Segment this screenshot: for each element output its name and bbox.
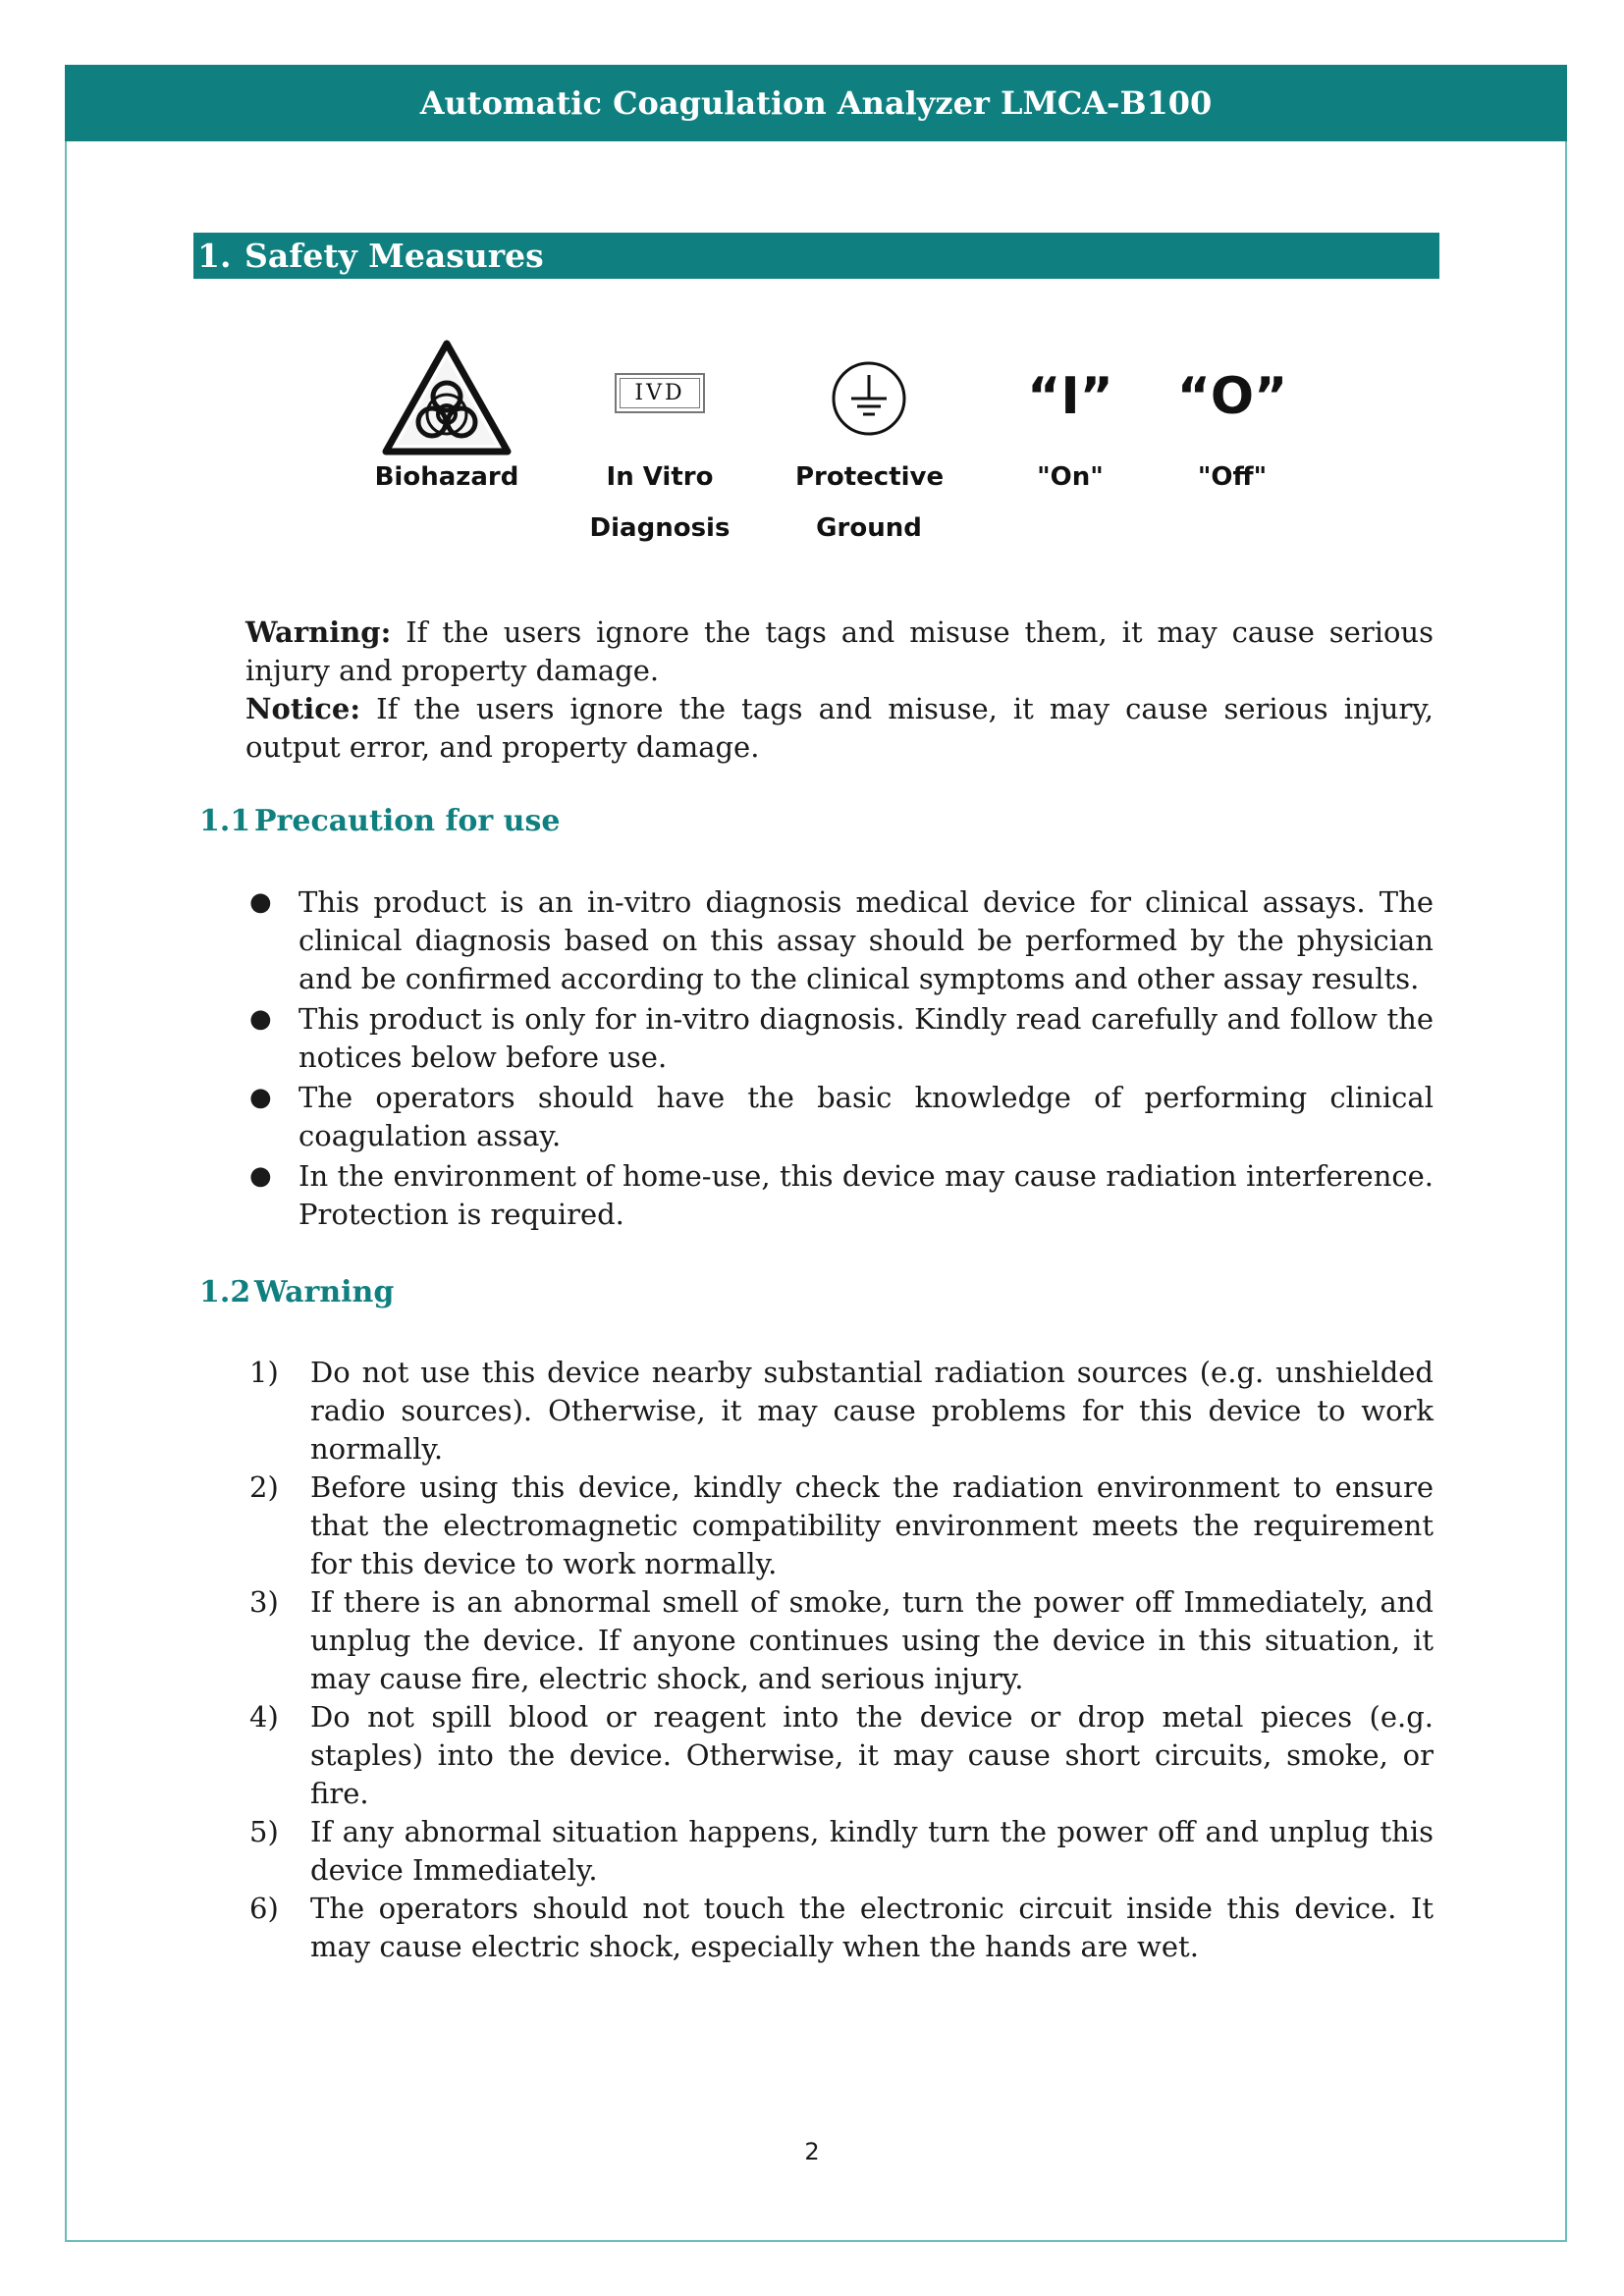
notice-label: Notice:	[245, 692, 361, 725]
list-item	[245, 883, 1434, 998]
safety-symbols	[373, 344, 1296, 569]
list-item-text: Do not use this device nearby substantial radiation sources (e.g. unshielded radio sources). Otherwise, it may cause problems for this device to work normally.	[310, 1356, 1434, 1466]
section-title: Safety Measures	[244, 237, 544, 275]
list-item-text: Do not spill blood or reagent into the device or drop metal pieces (e.g. staples) into the device. Otherwise, it may cause short circuits, smoke, or fire.	[310, 1700, 1434, 1810]
list-item-text: In the environment of home-use, this device may cause radiation interference. Protection is required.	[298, 1159, 1434, 1231]
list-item-text: Before using this device, kindly check the radiation environment to ensure that the electromagnetic compatibility environment meets the requirement for this device to work normally.	[310, 1470, 1434, 1580]
warning-label: Warning:	[245, 615, 392, 649]
item-number: 2)	[249, 1470, 279, 1504]
subsection-title: Warning	[254, 1275, 395, 1309]
bullet-icon: ●	[249, 1083, 272, 1112]
symbol-label-line2: Ground	[816, 513, 922, 543]
list-item	[249, 1698, 1434, 1813]
section-heading	[193, 233, 1439, 279]
ivd-icon	[552, 344, 768, 452]
symbol-label: In Vitro Diagnosis	[589, 462, 731, 543]
symbol-label: "Off"	[1197, 462, 1268, 492]
symbol-protective-ground	[795, 344, 943, 554]
protective-ground-icon	[795, 344, 943, 452]
ivd-glyph: IVD	[620, 378, 699, 408]
subsection-heading-precaution	[199, 804, 560, 838]
symbol-off	[1168, 344, 1296, 503]
warning-list	[249, 1354, 1434, 1966]
notice-paragraph	[245, 690, 1434, 767]
document-title: Automatic Coagulation Analyzer LMCA-B100	[65, 65, 1567, 141]
list-item	[245, 1079, 1434, 1155]
symbol-biohazard	[373, 344, 520, 503]
list-item-text: This product is an in-vitro diagnosis medical device for clinical assays. The clinical diagnosis based on this assay should be performed by the physician and be confirmed according to the clinical symptoms and other assay results.	[298, 885, 1434, 995]
list-item-text: If there is an abnormal smell of smoke, turn the power off Immediately, and unplug the device. If anyone continues using the device in this situation, it may cause fire, electric shock, and serious injury.	[310, 1585, 1434, 1695]
page-number: 2	[804, 2138, 820, 2165]
item-number: 3)	[249, 1585, 279, 1619]
symbol-on	[1011, 344, 1129, 503]
off-glyph: “O”	[1176, 367, 1288, 426]
notice-text: If the users ignore the tags and misuse, it may cause serious injury, output error, and property damage.	[245, 692, 1434, 764]
power-on-icon	[1011, 344, 1129, 452]
subsection-number: 1.1	[199, 804, 251, 838]
subsection-title: Precaution for use	[254, 804, 561, 838]
list-item	[249, 1890, 1434, 1966]
warning-paragraph	[245, 614, 1434, 690]
symbol-ivd	[552, 344, 768, 554]
bullet-icon: ●	[249, 1161, 272, 1191]
on-glyph: “I”	[1027, 367, 1113, 426]
symbol-label: Protective	[795, 462, 945, 492]
list-item	[245, 1157, 1434, 1234]
item-number: 4)	[249, 1700, 279, 1734]
list-item	[249, 1813, 1434, 1890]
biohazard-icon	[373, 344, 520, 452]
list-item	[249, 1468, 1434, 1583]
list-item-text: If any abnormal situation happens, kindly turn the power off and unplug this device Immediately.	[310, 1815, 1434, 1887]
item-number: 6)	[249, 1892, 279, 1925]
item-number: 5)	[249, 1815, 279, 1848]
list-item-text: The operators should not touch the electronic circuit inside this device. It may cause electric shock, especially when the hands are wet.	[310, 1892, 1434, 1963]
list-item	[245, 1000, 1434, 1077]
subsection-number: 1.2	[199, 1275, 251, 1309]
bullet-icon: ●	[249, 1004, 272, 1034]
bullet-icon: ●	[249, 887, 272, 917]
precaution-list	[245, 883, 1434, 1236]
section-number: 1.	[197, 237, 232, 275]
warning-text: If the users ignore the tags and misuse them, it may cause serious injury and property damage.	[245, 615, 1434, 687]
power-off-icon	[1168, 344, 1296, 452]
list-item-text: This product is only for in-vitro diagnosis. Kindly read carefully and follow the notices below before use.	[298, 1002, 1434, 1074]
list-item-text: The operators should have the basic knowledge of performing clinical coagulation assay.	[298, 1081, 1434, 1152]
subsection-heading-warning	[199, 1275, 394, 1309]
list-item	[249, 1354, 1434, 1468]
list-item	[249, 1583, 1434, 1698]
item-number: 1)	[249, 1356, 279, 1389]
symbol-label: "On"	[1037, 462, 1104, 492]
symbol-label: Biohazard	[374, 462, 519, 492]
